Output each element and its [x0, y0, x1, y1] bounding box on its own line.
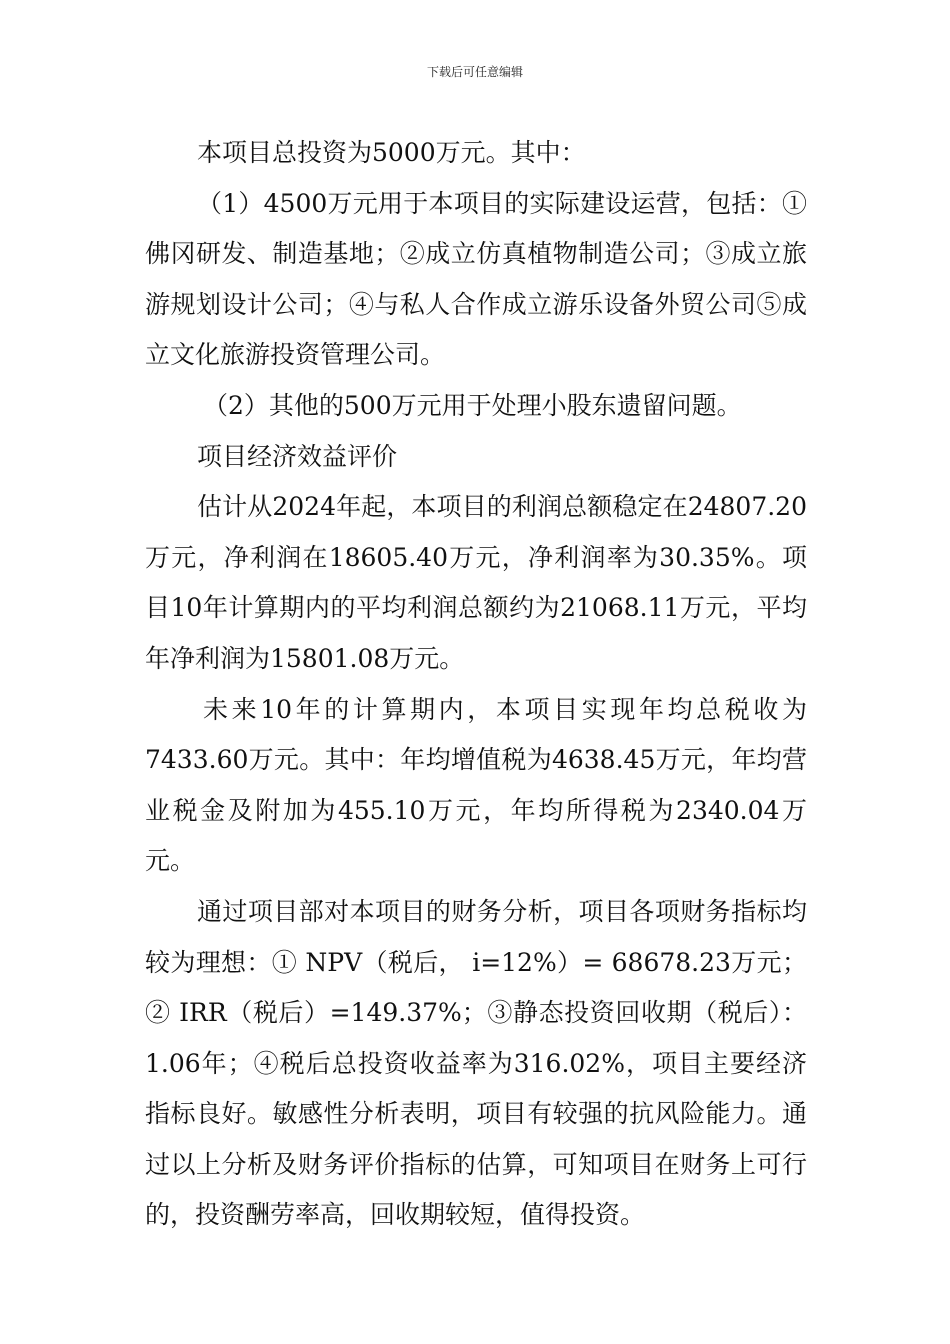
paragraph-total-investment: 本项目总投资为5000万元。其中：	[197, 138, 586, 167]
paragraph-tax: 未来10年的计算期内，本项目实现年均总税收为7433.60万元。其中：年均增值税为4638.45万元，年均营业税金及附加为455.10万元，年均所得税为2340.04万元。	[145, 694, 807, 876]
page-header: 下载后可任意编辑	[426, 65, 523, 79]
paragraph-item-2: （2）其他的500万元用于处理小股东遗留问题。	[203, 390, 742, 420]
paragraph-item-1: （1）4500万元用于本项目的实际建设运营，包括：①佛冈研发、制造基地；②成立仿真植物制造公司；③成立旅游规划设计公司；④与私人合作成立游乐设备外贸公司⑤成立文化旅游投资管理公司。	[145, 188, 807, 370]
paragraph-profit: 估计从2024年起，本项目的利润总额稳定在24807.20万元，净利润在18605.40万元，净利润率为30.35%。项目10年计算期内的平均利润总额约为21068.11万元，平均年净利润为15801.08万元。	[145, 492, 807, 673]
paragraph-financial-analysis: 通过项目部对本项目的财务分析，项目各项财务指标均较为理想：① NPV（税后， i=12%）= 68678.23万元；② IRR（税后）=149.37%；③静态投资回收期（税后）：1.06年；④税后总投资收益率为316.02%，项目主要经济指标良好。敏感性分析表明，项目有较强的抗风险能力。通过以上分析及财务评价指标的估算，可知项目在财务上可行的，投资酬劳率高，回收期较短，值得投资。	[145, 896, 807, 1230]
document-body	[145, 128, 807, 1241]
section-heading: 项目经济效益评价	[197, 441, 398, 471]
